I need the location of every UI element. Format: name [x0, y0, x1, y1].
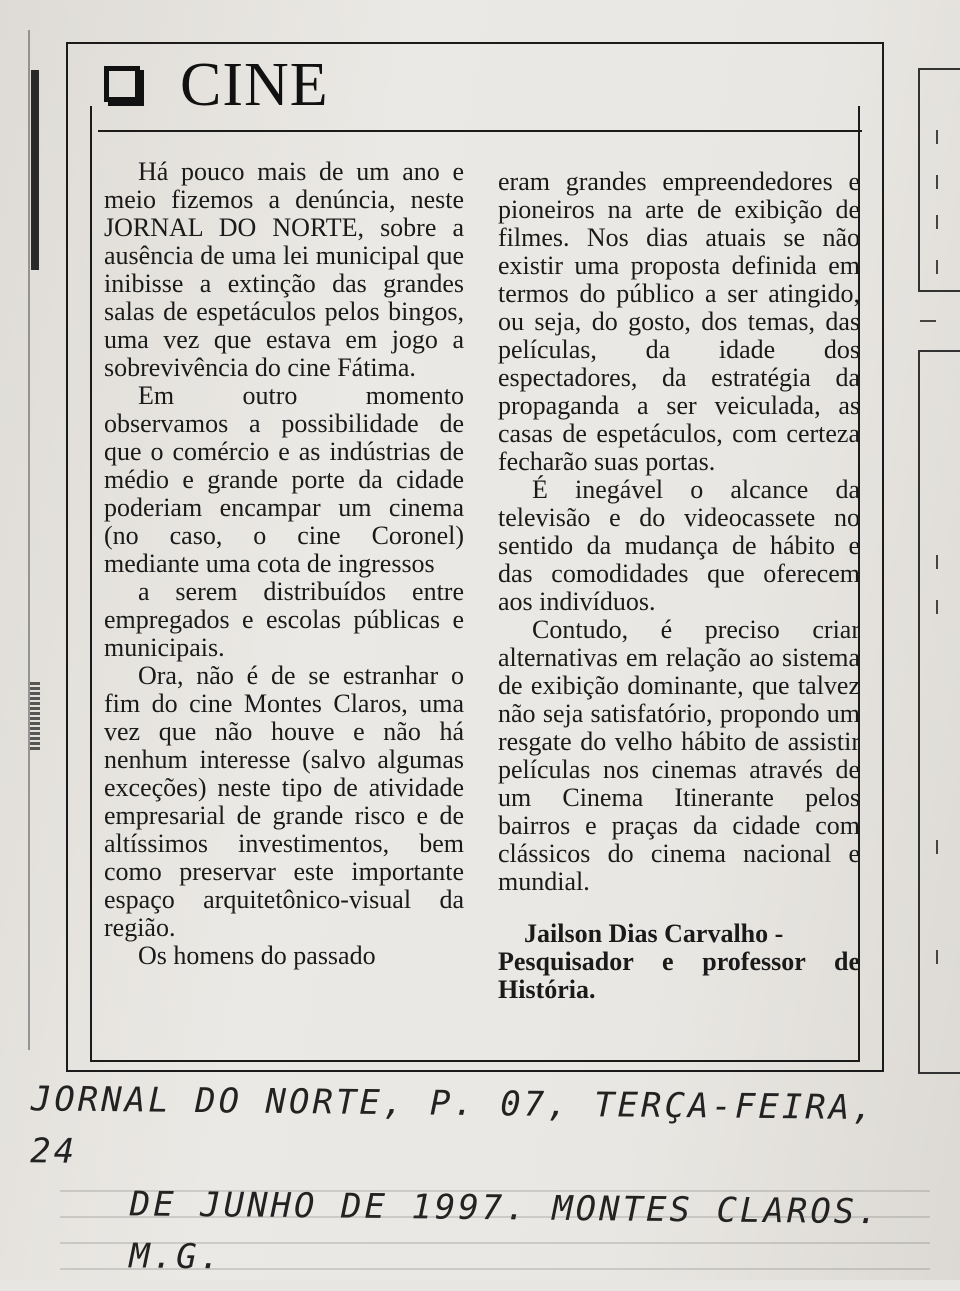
handwritten-line-2: DE JUNHO DE 1997. MONTES CLAROS. M.G. — [128, 1184, 881, 1278]
right-neighbour-box-bottom — [918, 350, 960, 1074]
paragraph: Ora, não é de se estranhar o fim do cine Montes Claros, uma vez que não houve e não há nenhum interesse (salvo algumas exceções) neste tipo de atividade empresarial de grande risco e de altíssimos investimentos, bem como preservar este importante espaço arquitetônico-visual da região. — [104, 661, 464, 942]
article-right-column — [498, 168, 860, 1004]
author-name: Jailson Dias Carvalho - — [524, 919, 784, 948]
paragraph: eram grandes empreendedores e pioneiros na arte de exibição de filmes. Nos dias atuais se não existir uma proposta definida em termos do público a ser atingido, ou seja, do gosto, dos temas, das películas, da idade dos espectadores, da estratégia da propaganda a ser veiculada, as casas de espetáculos, com certeza fecharão suas portas. — [498, 167, 860, 476]
paragraph: a serem distribuídos entre empregados e escolas públicas e municipais. — [104, 577, 464, 662]
paragraph: Contudo, é preciso criar alternativas em relação ao sistema de exibição dominante, que talvez não seja satisfatório, propondo um resgate do velho hábito de assistir películas nos cinemas através de um Cinema Itinerante pelos bairros e praças da cidade com clássicos do cinema nacional e mundial. — [498, 615, 860, 896]
section-checkbox-icon — [104, 66, 140, 102]
right-tick — [936, 840, 938, 854]
paragraph: Os homens do passado — [138, 941, 376, 970]
paragraph: É inegável o alcance da televisão e do videocassete no sentido da mudança de hábito e das comodidades que oferecem aos indivíduos. — [498, 475, 860, 616]
paragraph: Há pouco mais de um ano e meio fizemos a denúncia, neste JORNAL DO NORTE, sobre a ausência de uma lei municipal que inibisse a extinção das grandes salas de espetáculos pelos bingos, uma vez que estava em jogo a sobrevivência do cine Fátima. — [104, 157, 464, 382]
bleed-through-text — [60, 1190, 930, 1270]
author-signature — [498, 920, 860, 1004]
right-neighbour-dash — [920, 320, 936, 322]
paragraph: Em outro momento observamos a possibilidade de que o comércio e as indústrias de médio e grande porte da cidade poderiam encampar um cinema (no caso, o cine Coronel) mediante uma cota de ingressos — [104, 381, 464, 578]
right-tick — [936, 600, 938, 614]
right-tick — [936, 130, 938, 144]
left-column-dots — [30, 680, 40, 750]
right-tick — [936, 260, 938, 274]
section-title: CINE — [180, 51, 329, 119]
left-column-rule — [28, 30, 30, 1050]
right-tick — [936, 555, 938, 569]
article-left-column — [104, 158, 464, 970]
left-column-bar — [31, 70, 39, 270]
handwritten-line-1: JORNAL DO NORTE, P. 07, TERÇA-FEIRA, 24 — [30, 1079, 876, 1172]
article-box — [66, 42, 884, 1072]
author-role: Pesquisador e professor de História. — [498, 947, 860, 1004]
right-tick — [936, 215, 938, 229]
right-tick — [936, 175, 938, 189]
right-tick — [936, 950, 938, 964]
right-neighbour-box-top — [918, 68, 960, 292]
